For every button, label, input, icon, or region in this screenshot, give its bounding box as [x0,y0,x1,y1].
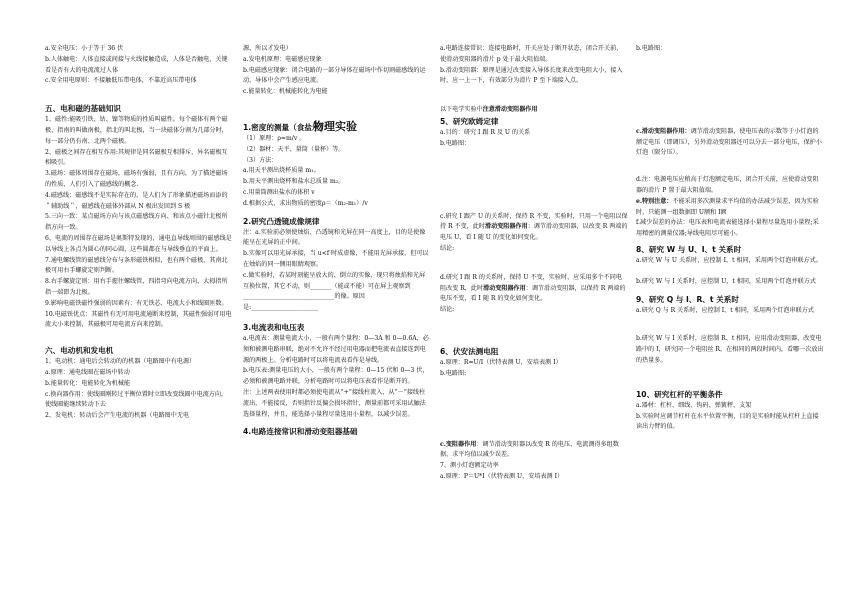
conclusion-label: 结论: [440,306,455,314]
text-line: 源，所以才发电） [243,45,292,52]
text-line: c.研究 I 跟产 U 的关系时，保持 R 不变，实验时，只用一个电阻以保持 R 不变，此时滑动变阻器作用：调节滑动变阻器，以改变 R 两端的电压 U，看 I 随 U 的变化如何变化。 [440,212,628,242]
text-line: d.根据公式，求出物质的密度ρ＝（m₂-m₁）/v [243,199,368,207]
text-line: 7、测小灯泡额定功率 [440,462,499,470]
text-line: a.原理：R=U/I（伏特表测 U，安培表测 I） [440,358,562,366]
text-line: 1、磁性:能吸引铁、钴、镍等物质的性质叫磁性。每个磁体有两个磁极，指南的叫做南极，指北的叫北极，当一块磁体分割为几部分时，每一部分仍有南、北两个磁极。 [45,116,228,145]
text-line: 2、发电机：转动后会产生电流的机器（电路图中无电 [45,412,190,420]
text-line: 6、电流的周围存在磁场是奥斯特发现的，通电直导线周围的磁感线是以导线上各点为圆心的同心圆，这些圆都在与导线垂直的平面上。 [45,234,232,253]
text-line: （2）器材：天平、量筒（量杯）等。 [243,145,345,153]
text-line: b.电路图： [440,139,471,147]
section-heading: 5、研究欧姆定律 [440,116,499,126]
text-line: 5.三向一致：某点磁场方向与该点磁感线方向、和该点小磁针北极所指方向一致。 [45,213,228,232]
safety-lines [45,44,233,87]
circuit-diagram-blank [636,55,824,127]
column-4 [636,44,824,433]
text-line: a.研究 Q 与 R 关系时，应控制 I、t 相同，采用两个灯泡串联方式 [636,306,814,314]
text-line: b.人体触电：人体直接或间接与火线接触造成，人体是否触电，关键看是否有大的电流流过人体 [45,55,228,74]
generator-lines [243,44,431,98]
text-line: 10.电磁铁优点：其磁性有无可用电流通断来控制，其磁性强弱可用电流大小来控制，其磁极可用电流方向来控制。 [45,310,232,329]
circuit-diagram-blank [440,380,628,440]
text-line: b.实像可以用光屏承接，当 u<f 时成虚像，不能用光屏承接，但可以在烛焰的同一侧用眼睛观察。 [243,250,429,268]
text-line: 3.磁场：磁体周围存在磁场，磁场有强弱，且有方向，为了描述磁场的性质，人们引入了磁感线的概念. [45,170,228,188]
column-2 [243,44,431,438]
text-line: 7.通电螺线管的磁感线分布与条形磁铁相似，也有两个磁极，其南北极可用右手螺旋定则判断。 [45,256,228,275]
section-heading: 2.研究凸透镜成像规律 [243,216,320,226]
text-line: a.发电机原理：电磁感应现象 [243,55,322,63]
section-heading: 3.电流表和电压表 [243,322,305,332]
text-line: （3）方法： [243,156,278,164]
text-line: b.电路图： [636,45,667,52]
text-line: d.研究 I 跟 R 的关系时，保持 U 不变，实验时，应采用多个不同电阻改变 R，此时滑动变阻器作用：调节滑动变阻器，以保持 R 两端的电压不变，看 I 随 R 的变化如何变化。 [440,273,626,303]
text-line: c.滑动变阻器作用：调节滑动变阻器，使电压表的示数等于小灯泡的额定电压（即调压），另外滑动变阻器还可以分去一部分电压，保护小灯泡（限分压）。 [636,127,822,157]
text-line: a.研究 W 与 U 关系时，应控制 I、t 相同，采用两个灯泡串联方式。 [636,256,822,264]
section-heading: 1.密度的测量（食盐水）： [243,122,331,132]
text-line: c.换向器作用：使线圈刚转过平衡位置时立即改变线圈中电流方向，使线圈能继续转动下去 [45,390,228,409]
text-line: 8.右手螺旋定则：用右手握住螺线管，四指弯向电流方向，大拇指所指一端即为北极。 [45,278,228,296]
text-line: 9.影响电磁铁磁性强弱的因素有：有无铁芯、电流大小和线圈匝数。 [45,299,228,307]
text-line: a.原理：通电线圈在磁场中转动 [45,368,130,376]
column-1 [45,44,233,422]
text-line: b.电磁感应现象：闭合电路的一部分导体在磁场中作切割磁感线的运动，导体中会产生感应电流。 [243,66,426,85]
text-line: b.电路图: [440,369,467,377]
text-line: 2、磁极之间存在相互作用:其规律是同名磁极互相排斥，异名磁极互相吸引。 [45,148,228,167]
section-body [440,358,628,380]
text-line: e.特别注意：不能采用多次测量求平均值的办法减少误差，因为实验时，只能测一组数据即 U额和 I额 [636,197,819,216]
section-heading: 10、研究杠杆的平衡条件 [636,389,723,399]
text-line: b.电压表:测量电压的大小，一般有两个量程：0—15 伏和 0—3 伏，必须和被测电路并联，分析电路时可以将电压表看作是断开的。 [243,367,429,386]
text-line: a.电流表：测量电流大小，一般有两个量程：0—3A 和 0—0.6A，必须和被测电路串联，绝对不允许不经过用电器而把电流表直接连到电源的两极上。分析电路时可以将电流表看作是导线。 [243,334,429,364]
section-body [243,134,431,210]
text-line: 4.磁感线：磁感线不是实际存在的，是人们为了形象描述磁场而添的＂辅助线＂，磁感线在磁体外部从 N 极出发回到 S 极 [45,191,228,210]
section-body [636,401,824,433]
section-heading: 4.电路连接常识和滑动变阻器基础 [243,427,358,437]
text-line: （1）原理：ρ=m/v 。 [243,134,306,142]
section-heading: 五、电和磁的基础知识 [45,104,121,114]
text-line: c.变阻器作用：调节滑动变阻器以改变 R 的电压、电流测得多组数据，求平均值以减少误差。 [440,440,619,459]
text-line: c.做实验时，若某时刻能呈放大的、倒立的实像，现只将烛焰和光屏互换位置，其它不动，则_______（能或不能）可在屏上观察到______________________________的像。原因是:______________________ [243,271,426,312]
text-line: a.用天平测出烧杯质量 m₁。 [243,167,320,175]
text-line: d.注：电源电压应稍高于灯泡额定电压，闭合开关前，应使滑动变阻器的滑片 P 置于最大阻值端。 [636,176,819,194]
text-line: b.用天平测出烧杯和盐水总质量 m₂。 [243,178,345,186]
text-line: c.用量筒测出盐水的体积 v [243,188,315,196]
text-line: a.安全电压：小于等于 36 伏 [45,45,124,52]
text-line: a.器材：杠杆、细线、钩码、弹簧秤、支架 [636,401,752,409]
circuit-diagram-blank [440,150,628,212]
page-title: 物理实验 [313,120,357,133]
section-body [45,357,233,422]
circuit-basics [440,44,628,87]
column-3 [440,44,628,483]
section-heading: 6、伏安法测电阻 [440,346,499,356]
section-body [243,228,431,314]
text-line: b.滑动变阻器：原理是通过改变接入导体长度来改变电阻大小，接入时，应一上一下，有效部分为滑片 P 至下端接入点。 [440,66,623,85]
section-body [243,334,431,420]
section-heading: 9、研究 Q 与 I、R、t 关系时 [636,294,739,304]
text-line: 注：上述两表使用时都必须使电流从“+”接线柱流入，从“－”接线柱流出，不能接反，否则指针反偏会损坏指针，测量前都可采用试触法选择量程，并且，能选择小量程尽量选用小量程，以减少误差。 [243,388,426,418]
text-line: a.原理：P＝U*I（伏特表测 U，安培表测 I） [440,472,564,480]
section-body [636,306,824,367]
section-body [45,115,233,331]
text-line: a.电路连接常识：连接电路时，开关应处于断开状态，闭合开关前，使滑动变阻器的滑片 p 处于最大阻值端。 [440,45,623,63]
text-line: 1、电动机：通电后会转动的的机器（电路图中有电源） [45,358,196,366]
text-line: b.能量转化：电能转化为机械能 [45,379,131,387]
section-heading: 六、电动机和发电机 [45,346,114,356]
text-line: b.实验时应调节杠杆在水平位置平衡，目的是实验时能从杠杆上直接读出力臂的值。 [636,412,819,431]
text-line: c.安全用电原则：不接触低压带电体，不靠近高压带电体 [45,77,197,85]
text-line: c.能量转化：机械能转化为电能 [243,88,328,96]
text-line: f.减少误差的办法：电压表和电流表能选择小量程尽量选用小量程;采用精密的测量仪器;导线电阻尽可能小。 [636,219,819,238]
text-line: b.研究 W 与 I 关系时，应控制 R、t 相同，应用滑动变阻器，改变电路中的 I，研究同一个电阻丝 R，在相同的两段时间内，看哪一次放出的热量多。 [636,335,824,364]
note-line: 以下电学实验中注意滑动变阻器作用 [440,106,538,114]
text-line: b.研究 W 与 I 关系时，应控制 U、t 相同，采用两个灯泡并联方式 [636,277,816,285]
text-line: 注：a.实验前必须使烛焰、凸透镜和光屏在同一高度上，目的是使像能呈在光屏的正中间。 [243,228,426,247]
section-body [636,256,824,288]
text-line: a.目的：研究 I 跟 R 及 U 的关系 [440,128,531,136]
conclusion-label: 结论: [440,244,455,252]
section-heading: 8、研究 W 与 U、I、t 关系时 [636,244,742,254]
section-body [440,128,628,150]
